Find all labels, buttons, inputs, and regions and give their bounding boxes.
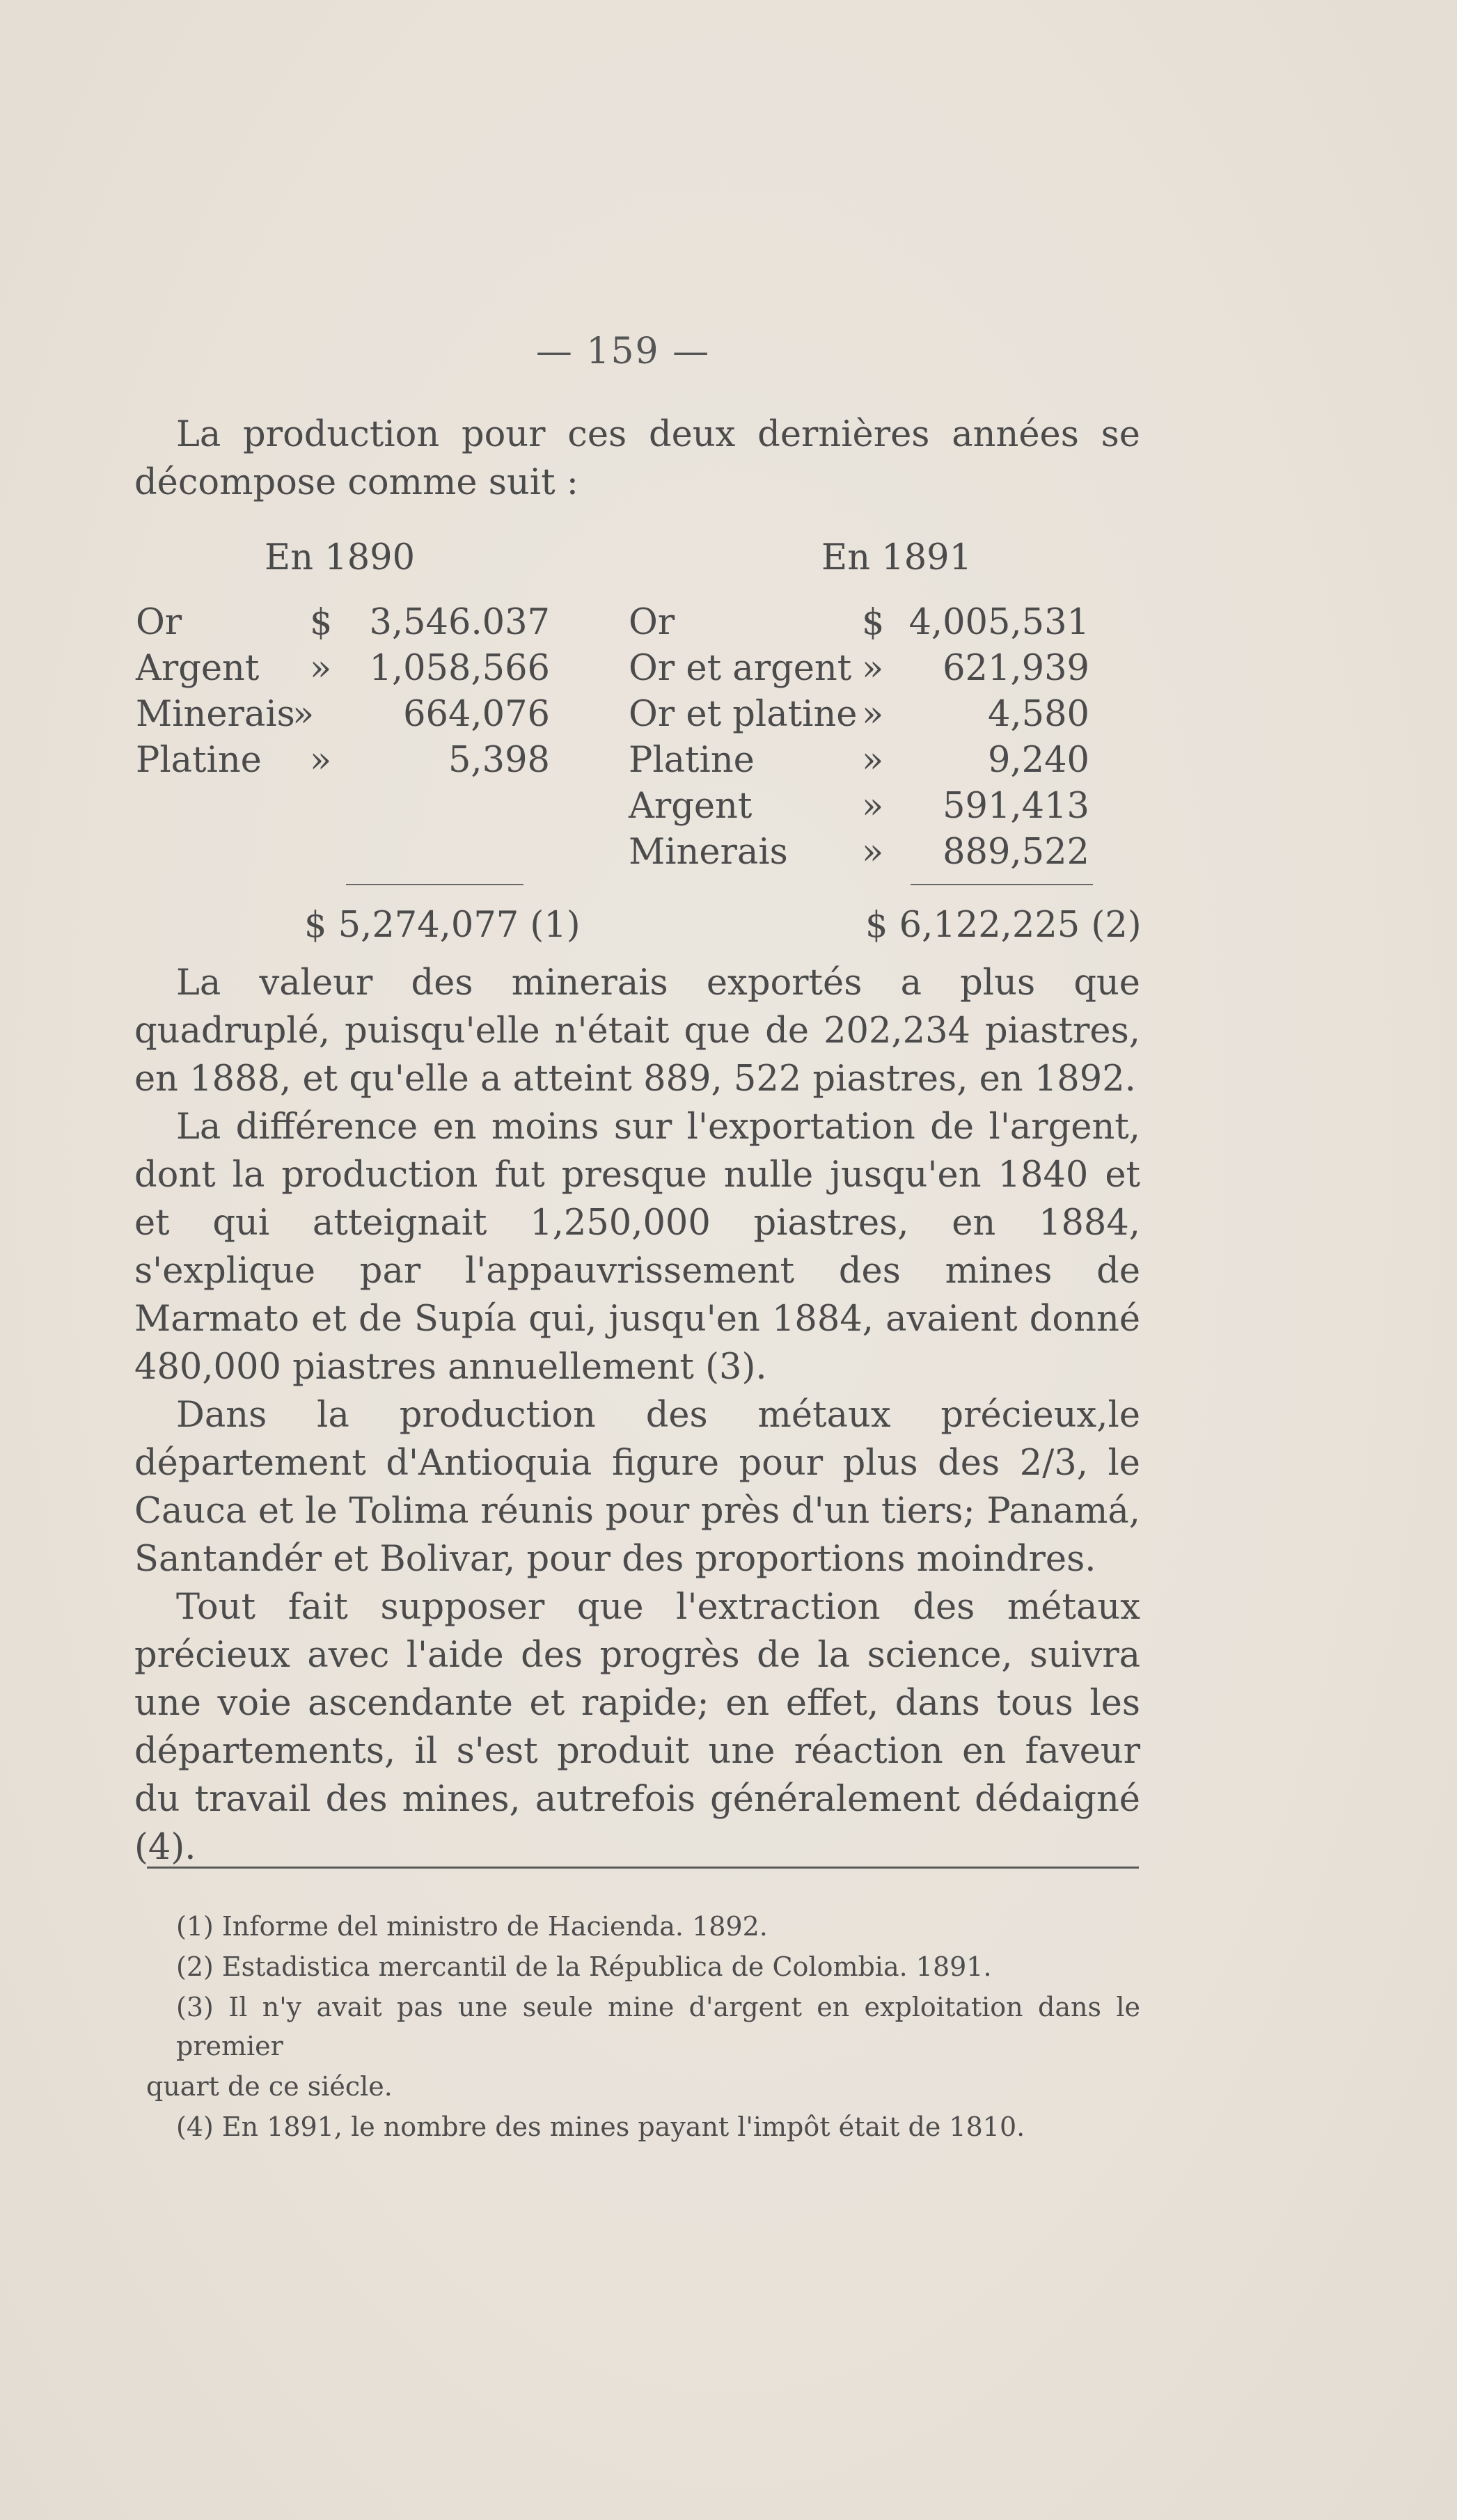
row-1891-value: 4,580 [987,694,1089,735]
row-1891-value: 591,413 [943,786,1089,827]
total-1891: $ 6,122,225 (2) [865,905,1142,946]
intro-text [134,411,1140,507]
body-text [134,959,1140,1871]
row-1891-label: Platine [629,740,755,781]
intro-line-2: décompose comme suit : [134,462,578,503]
footnote: (4) En 1891, le nombre des mines payant l'impôt était de 1810. [176,2111,1025,2142]
row-1890-label: Or [136,602,182,643]
row-1891-mark: » [862,740,884,781]
row-1891-value: 4,005,531 [908,602,1089,643]
row-1890-mark: $ [310,602,333,643]
total-rule-1890 [346,884,523,885]
row-1890-value: 3,546.037 [369,602,550,643]
footnote: (3) Il n'y avait pas une seule mine d'argent en exploitation dans le premier [176,1992,1140,2061]
row-1890-mark: » [292,694,315,735]
total-1890: $ 5,274,077 (1) [304,905,581,946]
row-1891-mark: » [862,648,884,689]
row-1890-value: 664,076 [403,694,550,735]
paragraph: Dans la production des métaux précieux,le département d'Antioquia figure pour plus des 2/3, le Cauca et le Tolima réunis pour près d'un tiers; Panamá, Santandér et Bolivar, pour des proportions moindres. [134,1395,1140,1580]
total-rule-1891 [911,884,1093,885]
footnote-continuation: quart de ce siécle. [146,2071,393,2102]
paragraph: Tout fait supposer que l'extraction des métaux précieux avec l'aide des progrès de la science, suivra une voie ascendante et rapide; en effet, dans tous les départements, il s'est produit une réaction en faveur du travail des mines, autrefois généralement dédaigné (4). [134,1587,1140,1868]
row-1891-value: 889,522 [943,832,1089,873]
heading-1891: En 1891 [821,537,972,578]
row-1890-value: 5,398 [448,740,550,781]
row-1891-value: 621,939 [943,648,1089,689]
row-1890-label: Platine [136,740,262,781]
row-1890-label: Argent [136,648,260,689]
row-1890-mark: » [310,740,332,781]
footnote: (2) Estadistica mercantil de la Républica de Colombia. 1891. [176,1951,992,1982]
footnote-rule [147,1867,1139,1869]
row-1890-mark: » [310,648,332,689]
row-1891-label: Or et platine [629,694,858,735]
page-number: — 159 — [535,331,711,372]
row-1891-mark: » [862,786,884,827]
paragraph: La différence en moins sur l'exportation de l'argent, dont la production fut presque nulle jusqu'en 1840 et et qui atteignait 1,250,000 piastres, en 1884, s'explique par l'appauvrissement des mines de Marmato et de Supía qui, jusqu'en 1884, avaient donné 480,000 piastres annuellement (3). [134,1107,1140,1388]
footnote: (1) Informe del ministro de Hacienda. 1892. [176,1911,768,1942]
row-1891-label: Minerais [629,832,788,873]
heading-1890: En 1890 [265,537,416,578]
row-1891-label: Or et argent [629,648,852,689]
row-1891-label: Argent [629,786,753,827]
row-1891-mark: $ [862,602,885,643]
row-1891-value: 9,240 [987,740,1089,781]
row-1891-label: Or [629,602,675,643]
intro-line-1: La production pour ces deux dernières années se [176,414,1140,455]
paragraph: La valeur des minerais exportés a plus que quadruplé, puisqu'elle n'était que de 202,234 piastres, en 1888, et qu'elle a atteint 889, 522 piastres, en 1892. [134,962,1140,1100]
row-1890-label: Minerais [136,694,295,735]
footnotes [146,1907,1140,2148]
row-1891-mark: » [862,832,884,873]
row-1891-mark: » [862,694,884,735]
row-1890-value: 1,058,566 [369,648,550,689]
